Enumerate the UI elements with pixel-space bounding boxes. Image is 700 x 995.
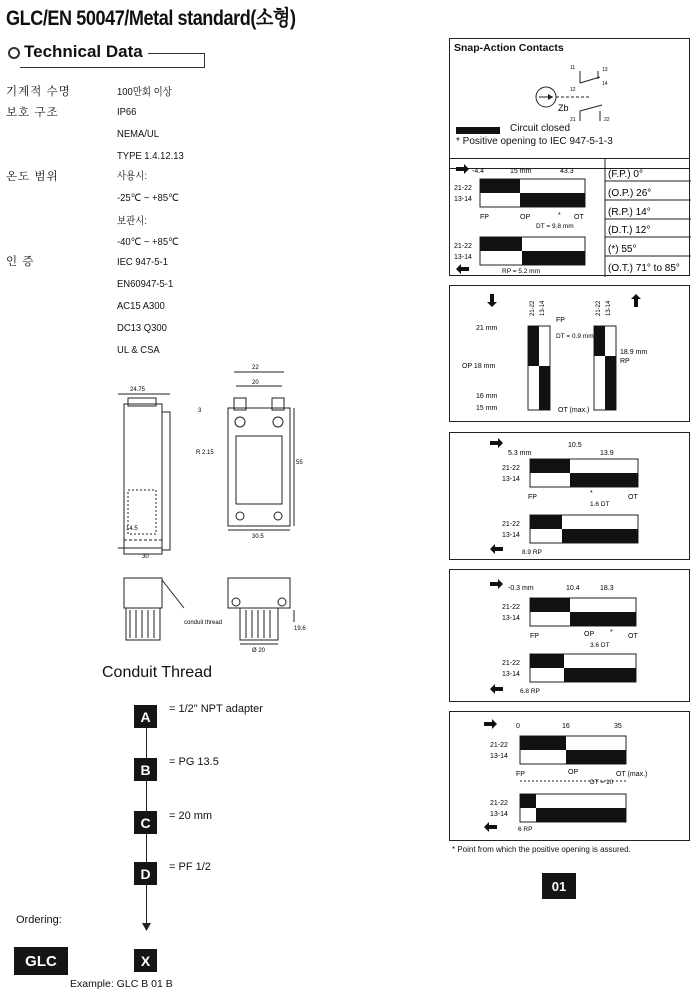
snap-action-heading: Snap-Action Contacts xyxy=(454,42,564,54)
angle-label: (R.P.) 14° xyxy=(608,207,651,218)
dim-label: 22 xyxy=(252,365,259,371)
contact-label: 13-14 xyxy=(490,811,508,818)
dim-label: 14.5 xyxy=(126,526,138,532)
code-box-a: A xyxy=(134,705,157,728)
mark-label: OT (max.) xyxy=(616,771,648,778)
contact-label: 21-22 xyxy=(490,742,508,749)
symbol-label: 13 xyxy=(602,67,608,73)
travel-value: 43.3 xyxy=(560,168,574,175)
contact-label: 21-22 xyxy=(490,800,508,807)
travel-diagram-2 xyxy=(450,286,691,423)
contact-label: 13-14 xyxy=(502,671,520,678)
contact-label: 21-22 xyxy=(502,465,520,472)
code-desc-b: = PG 13.5 xyxy=(169,756,219,768)
travel-value: 5.3 mm xyxy=(508,450,532,457)
contact-label: 13-14 xyxy=(502,476,520,483)
spec-value: 100만회 이상 xyxy=(117,86,172,98)
mark-label: OP xyxy=(584,631,595,638)
dt-label: 3.6 DT xyxy=(590,642,610,649)
mark-label: OT xyxy=(574,214,584,221)
symbol-label: 21 xyxy=(570,117,576,123)
ordering-variable-box: X xyxy=(134,949,157,972)
symbol-label: Zb xyxy=(558,103,569,113)
travel-value: -0.3 mm xyxy=(508,585,534,592)
dt-label: DT = 0.9 mm xyxy=(556,333,594,340)
spec-value: IEC 947-5-1 xyxy=(117,256,168,268)
travel-value: 10.5 xyxy=(568,442,582,449)
contact-label: 13-14 xyxy=(502,615,520,622)
dim-label: R 2.15 xyxy=(196,450,214,456)
contact-label: 21-22 xyxy=(454,243,472,250)
ordering-label: Ordering: xyxy=(16,914,62,926)
dt-label: DT = 9.8 mm xyxy=(536,223,574,230)
contact-label: 21-22 xyxy=(530,300,536,316)
page-code-badge: 01 xyxy=(542,873,576,899)
code-desc-c: = 20 mm xyxy=(169,810,213,822)
rp-label: 8.9 RP xyxy=(522,549,542,556)
contact-label: 21-22 xyxy=(502,660,520,667)
diagram-panel-5 xyxy=(449,711,690,841)
angle-label: (O.P.) 26° xyxy=(608,188,652,199)
travel-value: 15 mm xyxy=(510,168,532,175)
spec-value: NEMA/UL xyxy=(117,128,160,140)
contact-label: 21-22 xyxy=(502,521,520,528)
travel-value: 18.3 xyxy=(600,585,614,592)
travel-value: 13.9 xyxy=(600,450,614,457)
travel-value: 35 xyxy=(614,723,622,730)
footnote: * Point from which the positive opening is assured. xyxy=(452,845,631,854)
technical-data-heading xyxy=(6,42,204,68)
mark-label: OT xyxy=(628,633,638,640)
mark-label: * xyxy=(610,629,613,636)
ordering-prefix-box: GLC xyxy=(14,947,68,975)
mark-label: OP xyxy=(568,769,579,776)
diagram-panel-3 xyxy=(449,432,690,560)
legend-positive: * Positive opening to IEC 947-5-1-3 xyxy=(456,136,613,147)
mark-label: FP xyxy=(528,494,537,501)
angle-label: (F.P.) 0° xyxy=(608,169,643,180)
dt-label: DT = 10 xyxy=(590,779,614,786)
rp-label: 6.8 RP xyxy=(520,688,540,695)
rp-label: RP xyxy=(620,358,630,365)
contact-label: 13-14 xyxy=(606,300,612,316)
travel-value: OP 18 mm xyxy=(462,363,496,370)
mark-label: FP xyxy=(480,214,489,221)
legend-closed: Circuit closed xyxy=(510,123,571,134)
spec-value: DC13 Q300 xyxy=(117,322,167,334)
travel-value: 0 xyxy=(516,723,520,730)
spec-label-temperature: 온도 범위 xyxy=(6,171,59,183)
angle-label: (*) 55° xyxy=(608,244,637,255)
travel-value: -4.4 xyxy=(472,168,485,175)
ot-label: OT (max.) xyxy=(558,407,590,414)
mark-label: OP xyxy=(520,214,531,221)
dim-label: conduit thread xyxy=(184,620,223,626)
snap-action-header-panel xyxy=(449,38,690,169)
bullet-icon xyxy=(8,47,20,59)
code-box-d: D xyxy=(134,862,157,885)
spec-value: TYPE 1.4.12.13 xyxy=(117,150,184,162)
technical-data-title: Technical Data xyxy=(24,42,143,61)
travel-value: 21 mm xyxy=(476,325,498,332)
travel-value: 16 xyxy=(562,723,570,730)
spec-value: 보관시: xyxy=(117,215,148,227)
contact-label: 21-22 xyxy=(596,300,602,316)
symbol-label: 11 xyxy=(570,65,576,71)
contact-label: 13-14 xyxy=(454,254,472,261)
contact-symbol-icon xyxy=(530,61,680,123)
spec-value: UL & CSA xyxy=(117,344,160,356)
arrow-down-icon xyxy=(141,922,152,932)
contact-label: 21-22 xyxy=(454,185,472,192)
spec-value: EN60947-5-1 xyxy=(117,278,174,290)
code-box-b: B xyxy=(134,758,157,781)
rp-label: 6 RP xyxy=(518,826,533,833)
spec-value: 사용시: xyxy=(117,170,148,182)
spec-value: IP66 xyxy=(117,106,137,118)
code-desc-a: = 1/2" NPT adapter xyxy=(169,703,263,715)
mark-label: FP xyxy=(530,633,539,640)
spec-label-certification: 인 증 xyxy=(6,256,35,268)
rp-label: RP = 5.2 mm xyxy=(502,268,540,275)
dim-label: 30.5 xyxy=(252,534,264,540)
spec-value: -25℃ ~ +85℃ xyxy=(117,192,179,204)
mark-label: FP xyxy=(516,771,525,778)
travel-diagram-3 xyxy=(450,433,691,561)
fp-label: FP xyxy=(556,317,565,324)
contact-label: 13-14 xyxy=(540,300,546,316)
rp-value: 18.9 mm xyxy=(620,349,648,356)
dim-label: 55 xyxy=(296,460,303,466)
diagram-panel-1 xyxy=(449,158,690,276)
legend-swatch xyxy=(456,127,500,134)
mark-label: OT xyxy=(628,494,638,501)
travel-diagram-5 xyxy=(450,712,691,842)
contact-label: 13-14 xyxy=(490,753,508,760)
contact-label: 13-14 xyxy=(454,196,472,203)
contact-label: 21-22 xyxy=(502,604,520,611)
dim-label: 24.75 xyxy=(130,387,146,393)
mark-label: * xyxy=(590,490,593,497)
code-desc-d: = PF 1/2 xyxy=(169,861,211,873)
angle-label: (D.T.) 12° xyxy=(608,225,651,236)
dim-label: 19.6 xyxy=(294,626,306,632)
ordering-example: Example: GLC B 01 B xyxy=(70,978,173,990)
symbol-label: 12 xyxy=(570,87,576,93)
spec-label-protection: 보호 구조 xyxy=(6,107,59,119)
travel-value: 16 mm xyxy=(476,393,498,400)
travel-value: 15 mm xyxy=(476,405,498,412)
dim-label: Ø 20 xyxy=(252,648,266,654)
dt-label: 1.6 DT xyxy=(590,501,610,508)
symbol-label: 14 xyxy=(602,81,608,87)
travel-diagram-1 xyxy=(450,159,691,277)
spec-label-life: 기계적 수명 xyxy=(6,86,71,98)
travel-value: 10.4 xyxy=(566,585,580,592)
diagram-panel-2 xyxy=(449,285,690,422)
travel-diagram-4 xyxy=(450,570,691,703)
angle-label: (O.T.) 71° to 85° xyxy=(608,263,680,274)
mark-label: * xyxy=(558,212,561,219)
contact-label: 13-14 xyxy=(502,532,520,539)
conduit-thread-heading: Conduit Thread xyxy=(102,664,212,681)
spec-value: -40℃ ~ +85℃ xyxy=(117,236,179,248)
page-title: GLC/EN 50047/Metal standard(소형) xyxy=(6,7,296,30)
spec-value: AC15 A300 xyxy=(117,300,165,312)
code-box-c: C xyxy=(134,811,157,834)
diagram-panel-4 xyxy=(449,569,690,702)
technical-drawing xyxy=(100,360,315,660)
dim-label: 30 xyxy=(142,554,149,560)
dim-label: 20 xyxy=(252,380,259,386)
symbol-label: 22 xyxy=(604,117,610,123)
dim-label: 3 xyxy=(198,408,202,414)
